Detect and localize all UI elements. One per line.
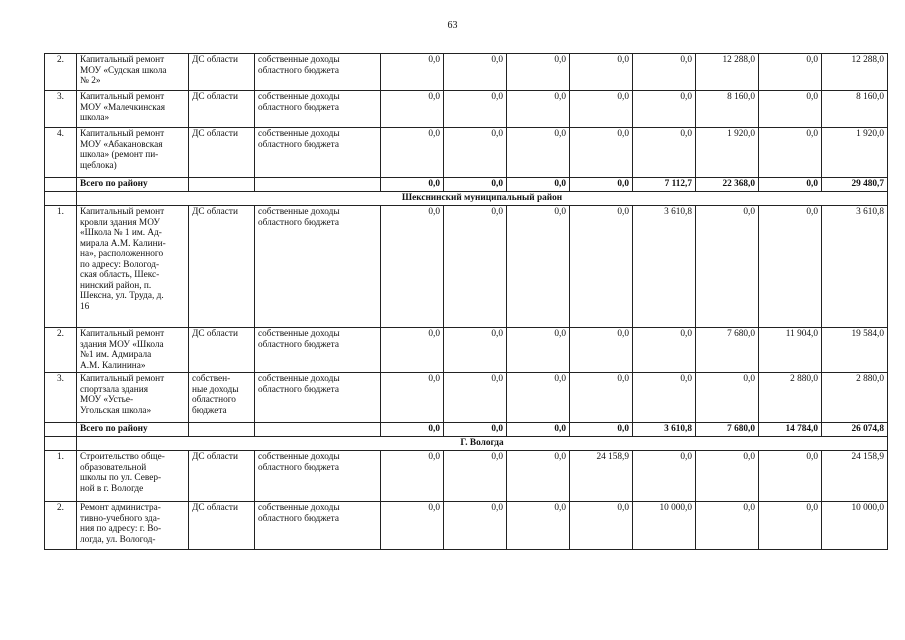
value-cell: 0,0 <box>381 91 444 128</box>
funds-type: собственные доходы областного бюджета <box>255 91 381 128</box>
section-number-cell <box>45 192 77 206</box>
total-number-cell <box>45 423 77 437</box>
funding-source: собствен- ные доходы областного бюджета <box>189 373 255 423</box>
total-value-cell: 0,0 <box>507 178 570 192</box>
row-number: 3. <box>45 373 77 423</box>
total-empty-cell <box>255 178 381 192</box>
total-value-cell: 0,0 <box>444 178 507 192</box>
object-name: Капитальный ремонт кровли здания МОУ «Школа № 1 им. Ад- мирала А.М. Калини- на», расположенного по адресу: Вологод- ская область, Шекс- нинский район, п. Шексна, ул. Труда, д. 16 <box>77 206 189 328</box>
total-value-cell: 14 784,0 <box>759 423 822 437</box>
value-cell: 0,0 <box>633 91 696 128</box>
value-cell: 0,0 <box>570 206 633 328</box>
table-row <box>45 328 888 373</box>
object-name: Капитальный ремонт МОУ «Малечкинская школа» <box>77 91 189 128</box>
budget-table <box>44 53 888 550</box>
value-cell: 11 904,0 <box>759 328 822 373</box>
page-number: 63 <box>447 20 458 31</box>
section-number-cell <box>45 437 77 451</box>
value-cell: 12 288,0 <box>822 54 888 91</box>
object-name: Ремонт администра- тивно-учебного зда- ния по адресу: г. Во- логда, ул. Вологод- <box>77 502 189 550</box>
funds-type: собственные доходы областного бюджета <box>255 451 381 502</box>
total-empty-cell <box>189 423 255 437</box>
value-cell: 0,0 <box>570 502 633 550</box>
value-cell: 0,0 <box>633 451 696 502</box>
row-number: 1. <box>45 451 77 502</box>
row-number: 2. <box>45 502 77 550</box>
value-cell: 0,0 <box>633 328 696 373</box>
value-cell: 0,0 <box>633 128 696 178</box>
section-title: Г. Вологда <box>77 437 888 451</box>
value-cell: 0,0 <box>759 502 822 550</box>
funding-source: ДС области <box>189 54 255 91</box>
row-number: 2. <box>45 54 77 91</box>
value-cell: 0,0 <box>507 54 570 91</box>
row-number: 2. <box>45 328 77 373</box>
section-title: Шекснинский муниципальный район <box>77 192 888 206</box>
table-row <box>45 451 888 502</box>
value-cell: 0,0 <box>381 328 444 373</box>
funds-type: собственные доходы областного бюджета <box>255 502 381 550</box>
value-cell: 0,0 <box>570 128 633 178</box>
value-cell: 0,0 <box>507 373 570 423</box>
value-cell: 0,0 <box>507 128 570 178</box>
value-cell: 0,0 <box>507 328 570 373</box>
value-cell: 0,0 <box>444 328 507 373</box>
value-cell: 19 584,0 <box>822 328 888 373</box>
object-name: Капитальный ремонт спортзала здания МОУ «Устье- Угольская школа» <box>77 373 189 423</box>
value-cell: 0,0 <box>381 206 444 328</box>
value-cell: 0,0 <box>444 502 507 550</box>
value-cell: 12 288,0 <box>696 54 759 91</box>
total-value-cell: 0,0 <box>570 423 633 437</box>
total-value-cell: 3 610,8 <box>633 423 696 437</box>
section-row <box>45 192 888 206</box>
funding-source: ДС области <box>189 328 255 373</box>
value-cell: 0,0 <box>444 91 507 128</box>
table-row <box>45 502 888 550</box>
total-value-cell: 7 112,7 <box>633 178 696 192</box>
row-number: 3. <box>45 91 77 128</box>
row-number: 1. <box>45 206 77 328</box>
object-name: Капитальный ремонт МОУ «Судская школа № 2» <box>77 54 189 91</box>
total-empty-cell <box>189 178 255 192</box>
value-cell: 0,0 <box>444 451 507 502</box>
table-body <box>45 54 888 550</box>
value-cell: 0,0 <box>444 128 507 178</box>
row-number: 4. <box>45 128 77 178</box>
funding-source: ДС области <box>189 128 255 178</box>
value-cell: 0,0 <box>633 54 696 91</box>
total-value-cell: 0,0 <box>381 423 444 437</box>
value-cell: 0,0 <box>381 502 444 550</box>
object-name: Капитальный ремонт МОУ «Абакановская школа» (ремонт пи- щеблока) <box>77 128 189 178</box>
value-cell: 0,0 <box>570 54 633 91</box>
value-cell: 10 000,0 <box>633 502 696 550</box>
total-value-cell: 0,0 <box>507 423 570 437</box>
total-empty-cell <box>255 423 381 437</box>
value-cell: 3 610,8 <box>633 206 696 328</box>
table-row <box>45 206 888 328</box>
value-cell: 0,0 <box>633 373 696 423</box>
total-value-cell: 0,0 <box>444 423 507 437</box>
value-cell: 2 880,0 <box>759 373 822 423</box>
total-label: Всего по району <box>77 423 189 437</box>
total-row <box>45 178 888 192</box>
funding-source: ДС области <box>189 206 255 328</box>
value-cell: 24 158,9 <box>570 451 633 502</box>
total-value-cell: 0,0 <box>570 178 633 192</box>
funds-type: собственные доходы областного бюджета <box>255 328 381 373</box>
value-cell: 0,0 <box>759 206 822 328</box>
value-cell: 0,0 <box>696 502 759 550</box>
funds-type: собственные доходы областного бюджета <box>255 128 381 178</box>
total-value-cell: 0,0 <box>759 178 822 192</box>
object-name: Строительство обще- образовательной школы по ул. Север- ной в г. Вологде <box>77 451 189 502</box>
total-label: Всего по району <box>77 178 189 192</box>
value-cell: 0,0 <box>381 54 444 91</box>
object-name: Капитальный ремонт здания МОУ «Школа №1 им. Адмирала А.М. Калинина» <box>77 328 189 373</box>
value-cell: 0,0 <box>570 91 633 128</box>
value-cell: 8 160,0 <box>822 91 888 128</box>
value-cell: 0,0 <box>696 451 759 502</box>
total-value-cell: 29 480,7 <box>822 178 888 192</box>
table-row <box>45 128 888 178</box>
value-cell: 0,0 <box>444 373 507 423</box>
value-cell: 0,0 <box>570 373 633 423</box>
value-cell: 1 920,0 <box>696 128 759 178</box>
value-cell: 7 680,0 <box>696 328 759 373</box>
funding-source: ДС области <box>189 91 255 128</box>
value-cell: 10 000,0 <box>822 502 888 550</box>
funding-source: ДС области <box>189 502 255 550</box>
total-number-cell <box>45 178 77 192</box>
table-row <box>45 54 888 91</box>
value-cell: 0,0 <box>381 128 444 178</box>
value-cell: 0,0 <box>696 373 759 423</box>
value-cell: 0,0 <box>696 206 759 328</box>
funds-type: собственные доходы областного бюджета <box>255 206 381 328</box>
value-cell: 2 880,0 <box>822 373 888 423</box>
value-cell: 0,0 <box>759 91 822 128</box>
value-cell: 0,0 <box>381 373 444 423</box>
total-value-cell: 7 680,0 <box>696 423 759 437</box>
value-cell: 24 158,9 <box>822 451 888 502</box>
total-value-cell: 22 368,0 <box>696 178 759 192</box>
total-value-cell: 0,0 <box>381 178 444 192</box>
value-cell: 0,0 <box>759 451 822 502</box>
value-cell: 0,0 <box>444 206 507 328</box>
table-row <box>45 91 888 128</box>
table-row <box>45 373 888 423</box>
value-cell: 3 610,8 <box>822 206 888 328</box>
value-cell: 0,0 <box>507 502 570 550</box>
total-row <box>45 423 888 437</box>
value-cell: 8 160,0 <box>696 91 759 128</box>
total-value-cell: 26 074,8 <box>822 423 888 437</box>
value-cell: 0,0 <box>444 54 507 91</box>
value-cell: 0,0 <box>507 206 570 328</box>
funds-type: собственные доходы областного бюджета <box>255 54 381 91</box>
funds-type: собственные доходы областного бюджета <box>255 373 381 423</box>
value-cell: 1 920,0 <box>822 128 888 178</box>
value-cell: 0,0 <box>381 451 444 502</box>
value-cell: 0,0 <box>759 128 822 178</box>
value-cell: 0,0 <box>507 451 570 502</box>
section-row <box>45 437 888 451</box>
value-cell: 0,0 <box>507 91 570 128</box>
value-cell: 0,0 <box>570 328 633 373</box>
value-cell: 0,0 <box>759 54 822 91</box>
funding-source: ДС области <box>189 451 255 502</box>
